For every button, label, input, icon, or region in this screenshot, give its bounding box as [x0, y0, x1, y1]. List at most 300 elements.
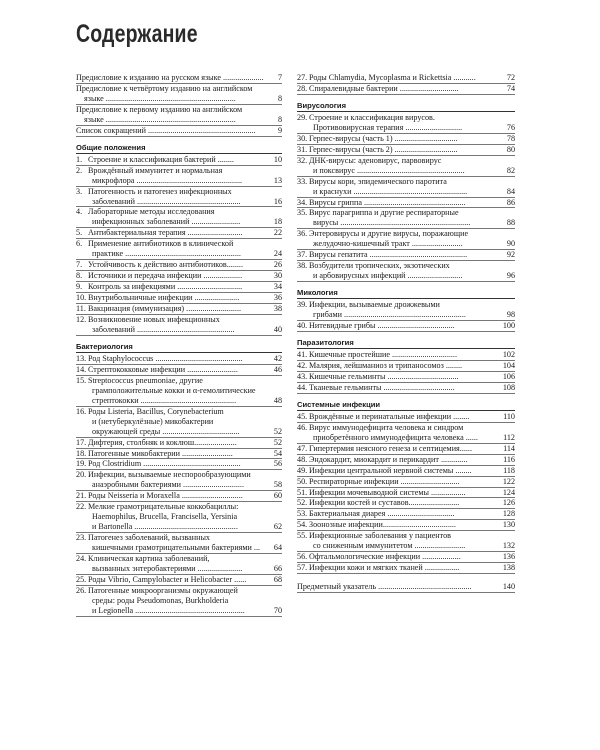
toc-entry[interactable] — [76, 105, 282, 126]
toc-entry[interactable] — [76, 187, 282, 208]
entry-title — [88, 376, 270, 406]
entry-number: 31. — [297, 144, 308, 154]
entry-title — [76, 73, 270, 83]
entry-title — [88, 449, 270, 459]
entry-title — [309, 261, 503, 281]
entry-number: 28. — [297, 83, 308, 93]
entry-title-line: Haemophilus, Brucella, Francisella, Yersinia — [92, 512, 238, 522]
entry-number: 27. — [297, 73, 308, 82]
toc-entry[interactable] — [297, 300, 515, 321]
entry-title-line: Вирусы гепатита ................................................ — [309, 250, 468, 260]
entry-title — [309, 552, 501, 562]
entry-title — [309, 444, 501, 454]
toc-entry[interactable] — [297, 73, 515, 84]
entry-page-number: 106 — [502, 371, 515, 381]
entry-title-line: практике ......................................................... — [92, 249, 241, 259]
entry-title — [297, 582, 501, 592]
entry-number: 5. — [76, 228, 83, 238]
entry-title-line: Мелкие грамотрицательные коккобациллы: — [88, 502, 239, 512]
entry-number: 37. — [297, 250, 308, 260]
entry-page-number: 84 — [506, 186, 515, 196]
entry-title-line: Патогенез заболеваний, вызванных — [88, 533, 210, 543]
entry-title — [309, 563, 501, 573]
entry-page-number: 8 — [277, 114, 282, 124]
entry-title-line: Вирус парагриппа и другие респираторные — [309, 208, 459, 218]
entry-page-number: 74 — [506, 83, 515, 93]
entry-title — [309, 520, 501, 530]
entry-title — [309, 488, 501, 498]
entry-title — [309, 455, 501, 465]
entry-page-number: 48 — [273, 395, 282, 405]
entry-number: 4. — [76, 207, 83, 217]
entry-title-line: Роды Neisseria и Moraxella .............................. — [88, 491, 243, 501]
entry-page-number: 126 — [502, 498, 515, 508]
entry-number: 12. — [76, 315, 87, 325]
section-header: Бактериология — [76, 342, 282, 353]
entry-page-number: 72 — [506, 73, 515, 82]
entry-number: 45. — [297, 411, 308, 421]
entry-page-number: 62 — [273, 522, 282, 532]
entry-title — [309, 208, 503, 228]
toc-entry[interactable] — [76, 586, 282, 617]
entry-page-number: 38 — [273, 304, 282, 314]
entry-title-line: Возникновение новых инфекционных — [88, 315, 220, 325]
entry-title-line: Вирусы кори, эпидемического паротита — [309, 176, 447, 186]
entry-title-line: Герпес-вирусы (часть 2) ............................... — [309, 144, 458, 154]
entry-title — [309, 531, 501, 551]
entry-page-number: 13 — [273, 175, 282, 185]
entry-title — [309, 466, 501, 476]
entry-page-number: 10 — [273, 154, 282, 164]
toc-entry[interactable] — [297, 350, 515, 361]
entry-number: 10. — [76, 293, 87, 303]
entry-title-line: Дифтерия, столбняк и коклюш..................... — [88, 437, 237, 447]
entry-number: 44. — [297, 382, 308, 392]
entry-number: 52. — [297, 498, 308, 508]
toc-entry[interactable] — [76, 228, 282, 239]
entry-title-line: и арбовирусных инфекций ........................... — [313, 271, 463, 281]
entry-title-line: Контроль за инфекциями ................................ — [88, 282, 243, 292]
entry-page-number: 80 — [506, 144, 515, 154]
toc-entry[interactable] — [297, 229, 515, 250]
toc-entry[interactable] — [297, 466, 515, 477]
entry-page-number: 96 — [506, 271, 515, 281]
toc-entry[interactable] — [76, 84, 282, 105]
entry-page-number: 114 — [503, 443, 515, 453]
entry-number: 48. — [297, 454, 308, 464]
entry-title — [88, 365, 270, 375]
entry-title-line: Эндокардит, миокардит и перикардит ............. — [309, 454, 468, 464]
entry-number: 25. — [76, 574, 87, 584]
entry-page-number: 90 — [506, 239, 515, 249]
section-header: Паразитология — [297, 338, 515, 349]
entry-title — [88, 533, 270, 553]
entry-title-line: среды: роды Pseudomonas, Burkholderia — [92, 595, 229, 605]
entry-page-number: 30 — [273, 271, 282, 281]
entry-title-line: Спиралевидные бактерии ............................. — [309, 83, 459, 93]
entry-number: 2. — [76, 165, 83, 175]
entry-title-line: Вирус иммунодефицита человека и синдром — [309, 422, 464, 432]
entry-title-line: кишечными грамотрицательными бактериями ... — [92, 543, 261, 553]
toc-entry[interactable] — [76, 304, 282, 315]
entry-title — [309, 145, 503, 155]
entry-number: 38. — [297, 261, 308, 271]
toc-entry[interactable] — [297, 423, 515, 444]
entry-page-number: 24 — [273, 249, 282, 259]
entry-title — [309, 300, 503, 320]
toc-entry[interactable] — [76, 166, 282, 187]
entry-title-line: Врождённый иммунитет и нормальная — [88, 165, 223, 175]
entry-number: 54. — [297, 520, 308, 530]
entry-title — [309, 113, 503, 133]
entry-title — [309, 321, 501, 331]
entry-title — [88, 282, 270, 292]
section-header: Общие положения — [76, 143, 282, 154]
toc-entry[interactable] — [76, 271, 282, 282]
toc-entry[interactable] — [297, 563, 515, 574]
entry-page-number: 8 — [277, 93, 282, 103]
entry-title-line: Предметный указатель .............................................. — [297, 582, 472, 592]
toc-entry[interactable] — [76, 533, 282, 554]
entry-number: 53. — [297, 509, 308, 519]
entry-title — [309, 383, 501, 393]
entry-page-number: 138 — [502, 563, 515, 573]
entry-title-line: желудочно-кишечный тракт ......................... — [313, 239, 463, 249]
entry-page-number: 110 — [503, 411, 515, 421]
toc-entry[interactable] — [297, 208, 515, 229]
entry-title — [309, 477, 501, 487]
entry-title-line: Внутрибольничные инфекции ...................... — [88, 293, 240, 303]
toc-entry[interactable] — [297, 582, 515, 593]
entry-title — [88, 315, 270, 335]
toc-entry[interactable] — [297, 509, 515, 520]
entry-page-number: 140 — [502, 582, 515, 592]
entry-title — [88, 438, 270, 448]
entry-title-line: Роды Vibrio, Campylobacter и Helicobacter ...... — [88, 574, 247, 584]
entry-title-line: и Legionella ...................................................... — [92, 605, 245, 615]
page-title: Содержание — [76, 20, 198, 48]
entry-title — [88, 459, 270, 469]
toc-entry[interactable] — [297, 321, 515, 332]
entry-page-number: 132 — [502, 541, 515, 551]
entry-page-number: 108 — [502, 382, 515, 392]
entry-title — [309, 84, 503, 94]
entry-number: 7. — [76, 260, 83, 270]
entry-number: 42. — [297, 360, 308, 370]
entry-number: 46. — [297, 422, 308, 432]
toc-entry[interactable] — [76, 315, 282, 336]
toc-entry[interactable] — [76, 376, 282, 407]
toc-entry[interactable] — [297, 84, 515, 95]
entry-page-number: 116 — [503, 454, 515, 464]
entry-page-number: 36 — [273, 293, 282, 303]
entry-title — [309, 498, 501, 508]
entry-page-number: 18 — [273, 217, 282, 227]
entry-page-number: 70 — [273, 605, 282, 615]
entry-page-number: 22 — [273, 228, 282, 238]
entry-title — [88, 354, 270, 364]
entry-title — [309, 509, 501, 519]
entry-title — [309, 250, 503, 260]
entry-page-number: 16 — [273, 196, 282, 206]
toc-entry[interactable] — [76, 126, 282, 137]
entry-title-line: Применение антибиотиков в клинической — [88, 239, 234, 249]
entry-number: 22. — [76, 502, 87, 512]
entry-title-line: со сниженным иммунитетом ......................... — [313, 541, 466, 551]
entry-number: 51. — [297, 487, 308, 497]
toc-entry[interactable] — [297, 552, 515, 563]
entry-number: 18. — [76, 448, 87, 458]
entry-number: 11. — [76, 304, 86, 314]
entry-number: 26. — [76, 585, 87, 595]
toc-entry[interactable] — [297, 444, 515, 455]
entry-number: 16. — [76, 406, 87, 416]
entry-number: 32. — [297, 155, 308, 165]
entry-page-number: 128 — [502, 509, 515, 519]
entry-page-number: 42 — [273, 353, 282, 363]
entry-title-line: Патогенные микобактерии ......................... — [88, 448, 233, 458]
entry-title-line: Респираторные инфекции ............................. — [309, 476, 460, 486]
entry-title-line: Кишечные простейшие ................................ — [309, 350, 457, 360]
toc-entry[interactable] — [297, 412, 515, 423]
entry-title-line: Гипертермия неясного генеза и септицемия...... — [309, 443, 472, 453]
entry-number: 19. — [76, 459, 87, 469]
entry-title — [309, 423, 501, 443]
entry-number: 39. — [297, 300, 308, 310]
toc-entry[interactable] — [76, 354, 282, 365]
entry-page-number: 104 — [502, 360, 515, 370]
entry-title-line: Лабораторные методы исследования — [88, 207, 215, 217]
entry-title-line: Строение и классификация бактерий ........ — [88, 154, 234, 164]
toc-entry[interactable] — [76, 502, 282, 533]
entry-number: 50. — [297, 476, 308, 486]
entry-number: 47. — [297, 443, 308, 453]
entry-title — [76, 126, 270, 136]
entry-number: 29. — [297, 112, 308, 122]
entry-page-number: 9 — [277, 125, 282, 135]
entry-title-line: грамположительные кокки и α-гемолитические — [92, 385, 256, 395]
toc-entry[interactable] — [76, 260, 282, 271]
entry-title — [88, 207, 270, 227]
toc-entry[interactable] — [76, 575, 282, 586]
entry-page-number: 136 — [502, 552, 515, 562]
toc-entry[interactable] — [297, 177, 515, 198]
entry-title — [309, 350, 501, 360]
entry-title — [88, 304, 270, 314]
entry-number: 15. — [76, 375, 87, 385]
entry-title-line: Инфекции кожи и мягких тканей ................. — [309, 563, 460, 573]
toc-entry[interactable] — [297, 198, 515, 209]
entry-page-number: 40 — [273, 324, 282, 334]
toc-entry[interactable] — [76, 207, 282, 228]
entry-number: 49. — [297, 465, 308, 475]
entry-page-number: 102 — [502, 350, 515, 360]
entry-title — [88, 239, 270, 259]
entry-title-line: Возбудители тропических, экзотических — [309, 261, 450, 271]
entry-title-line: и краснухи ........................................................ — [313, 186, 468, 196]
entry-title-line: заболеваний ................................................ — [92, 324, 235, 334]
entry-number: 20. — [76, 470, 87, 480]
section-header: Системные инфекции — [297, 400, 515, 411]
entry-title-line: Нитевидные грибы ...................................... — [309, 321, 455, 331]
entry-title-line: Предисловие к изданию на русском языке .................... — [76, 73, 264, 82]
toc-entry[interactable] — [297, 498, 515, 509]
entry-title-line: Источники и передача инфекции ................... — [88, 271, 243, 281]
toc-entry[interactable] — [76, 155, 282, 166]
entry-title-line: Тканевые гельминты ................................... — [309, 382, 455, 392]
entry-title — [88, 228, 270, 238]
spacer — [297, 574, 515, 582]
entry-number: 56. — [297, 552, 308, 562]
toc-entry[interactable] — [297, 145, 515, 156]
entry-title-line: вирусы ................................................................ — [313, 218, 471, 228]
entry-title-line: и (нетуберкулёзные) микобактерии — [92, 416, 214, 426]
toc-entry[interactable] — [76, 282, 282, 293]
toc-entry[interactable] — [76, 438, 282, 449]
entry-title-line: языке ................................................................ — [84, 93, 236, 103]
entry-page-number: 60 — [273, 491, 282, 501]
entry-page-number: 52 — [273, 426, 282, 436]
entry-number: 8. — [76, 271, 83, 281]
entry-title-line: стрептококки ............................................... — [92, 395, 237, 405]
entry-title — [88, 575, 270, 585]
entry-title-line: Клиническая картина заболеваний, — [88, 554, 210, 564]
entry-title-line: Роды Listeria, Bacillus, Corynebacterium — [88, 406, 224, 416]
entry-title-line: Инфекции центральной нервной системы ........ — [309, 465, 472, 475]
entry-title-line: Энтеровирусы и другие вирусы, поражающие — [309, 229, 469, 239]
entry-title-line: Антибактериальная терапия ........................... — [88, 228, 243, 238]
entry-title-line: Роды Chlamydia, Mycoplasma и Rickettsia ........... — [309, 73, 476, 82]
toc-entry[interactable] — [76, 554, 282, 575]
entry-title-line: Герпес-вирусы (часть 1) ............................... — [309, 133, 458, 143]
entry-title-line: Бактериальная диарея ................................. — [309, 509, 455, 519]
toc-entry[interactable] — [297, 134, 515, 145]
entry-number: 55. — [297, 531, 308, 541]
entry-title — [309, 177, 503, 197]
toc-entry[interactable] — [297, 261, 515, 282]
toc-entry[interactable] — [297, 477, 515, 488]
entry-title — [88, 491, 270, 501]
entry-title-line: Строение и классификация вирусов. — [309, 112, 435, 122]
entry-title — [309, 134, 503, 144]
entry-number: 36. — [297, 229, 308, 239]
entry-title-line: Инфекции, вызываемые дрожжевыми — [309, 300, 440, 310]
entry-number: 1. — [76, 154, 83, 164]
toc-entry[interactable] — [76, 407, 282, 438]
entry-page-number: 58 — [273, 480, 282, 490]
toc-column-right — [297, 73, 515, 593]
entry-title-line: Патогенные микроорганизмы окружающей — [88, 585, 238, 595]
entry-number: 35. — [297, 208, 308, 218]
entry-page-number: 46 — [273, 364, 282, 374]
toc-entry[interactable] — [297, 156, 515, 177]
toc-entry[interactable] — [297, 383, 515, 394]
toc-entry[interactable] — [297, 113, 515, 134]
entry-title-line: Род Staphylococcus ........................................... — [88, 353, 243, 363]
entry-number: 9. — [76, 282, 83, 292]
toc-entry[interactable] — [297, 520, 515, 531]
entry-page-number: 86 — [506, 197, 515, 207]
entry-title-line: Инфекционные заболевания у пациентов — [309, 531, 451, 541]
entry-number: 23. — [76, 533, 87, 543]
entry-title — [88, 470, 270, 490]
entry-title-line: Стрептококковые инфекции ......................... — [88, 364, 238, 374]
entry-page-number: 52 — [273, 437, 282, 447]
entry-number: 40. — [297, 321, 308, 331]
entry-title-line: и поксвирус ..................................................... — [313, 165, 465, 175]
entry-title-line: Зоонозные инфекции.................................... — [309, 520, 456, 530]
entry-page-number: 124 — [502, 487, 515, 497]
entry-title-line: Офтальмологические инфекции ................... — [309, 552, 461, 562]
entry-number: 33. — [297, 176, 308, 186]
entry-title-line: окружающей среды ...................................... — [92, 426, 240, 436]
entry-title — [88, 407, 270, 437]
toc-entry[interactable] — [76, 470, 282, 491]
entry-title-line: Врождённые и перинатальные инфекции ........ — [309, 411, 470, 421]
entry-title-line: грибами ............................................................ — [313, 310, 466, 320]
toc-entry[interactable] — [76, 449, 282, 460]
entry-title — [88, 166, 270, 186]
entry-title — [88, 293, 270, 303]
entry-title-line: микрофлора .................................................... — [92, 175, 243, 185]
entry-title-line: Малярия, лейшманиоз и трипаносомоз ........ — [309, 360, 463, 370]
entry-title — [88, 155, 270, 165]
entry-number: 34. — [297, 197, 308, 207]
entry-title-line: приобретённого иммунодефицита человека ...... — [313, 432, 478, 442]
toc-entry[interactable] — [297, 488, 515, 499]
toc-entry[interactable] — [76, 491, 282, 502]
entry-title-line: инфекционных заболеваний ........................ — [92, 217, 241, 227]
entry-number: 24. — [76, 554, 87, 564]
toc-column-left — [76, 73, 282, 617]
entry-title — [309, 412, 501, 422]
toc-entry[interactable] — [76, 459, 282, 470]
entry-number: 13. — [76, 353, 87, 363]
entry-title — [88, 187, 270, 207]
entry-title-line: ДНК-вирусы: аденовирус, парвовирус — [309, 155, 442, 165]
entry-number: 43. — [297, 371, 308, 381]
entry-page-number: 7 — [277, 73, 282, 82]
entry-number: 6. — [76, 239, 83, 249]
entry-title — [309, 156, 503, 176]
toc-entry[interactable] — [297, 531, 515, 552]
entry-page-number: 82 — [506, 165, 515, 175]
entry-number: 3. — [76, 186, 83, 196]
entry-title — [88, 260, 270, 270]
entry-title — [76, 105, 270, 125]
entry-page-number: 76 — [506, 122, 515, 132]
toc-entry[interactable] — [76, 239, 282, 260]
entry-page-number: 88 — [506, 218, 515, 228]
entry-title-line: Инфекции мочевыводной системы ................. — [309, 487, 466, 497]
entry-title-line: Устойчивость к действию антибиотиков........ — [88, 260, 243, 270]
entry-title-line: Род Clostridium ................................................ — [88, 459, 241, 469]
toc-entry[interactable] — [76, 365, 282, 376]
entry-title-line: Список сокращений ..................................................... — [76, 125, 256, 135]
entry-title-line: анаэробными бактериями .............................. — [92, 480, 244, 490]
section-header: Микология — [297, 288, 515, 299]
toc-entry[interactable] — [76, 293, 282, 304]
toc-entry[interactable] — [297, 250, 515, 261]
entry-page-number: 56 — [273, 459, 282, 469]
entry-title — [76, 84, 270, 104]
entry-page-number: 98 — [506, 310, 515, 320]
toc-entry[interactable] — [297, 372, 515, 383]
entry-title — [309, 229, 503, 249]
toc-entry[interactable] — [76, 73, 282, 84]
toc-entry[interactable] — [297, 455, 515, 466]
toc-entry[interactable] — [297, 361, 515, 372]
